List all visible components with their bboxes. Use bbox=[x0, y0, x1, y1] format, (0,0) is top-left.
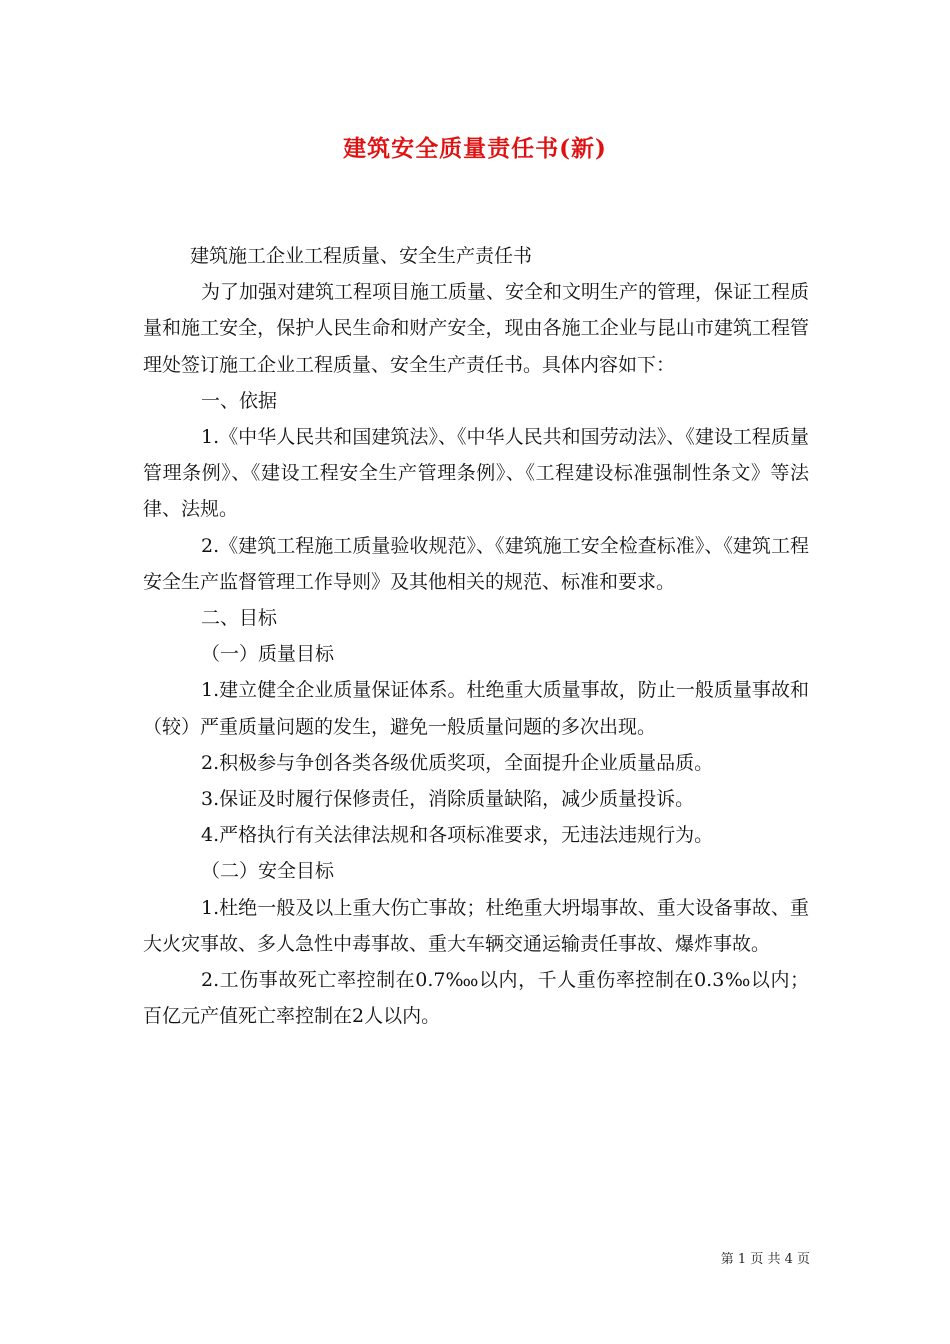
paragraph-safety-2: 2.工伤事故死亡率控制在0.7‱以内，千人重伤率控制在0.3‰以内；百亿元产值死亡率控制在2人以内。 bbox=[143, 969, 809, 1028]
paragraph-quality-4: 4.严格执行有关法律法规和各项标准要求，无违法违规行为。 bbox=[201, 824, 714, 847]
paragraph-safety-1: 1.杜绝一般及以上重大伤亡事故；杜绝重大坍塌事故、重大设备事故、重大火灾事故、多人急性中毒事故、重大车辆交通运输责任事故、爆炸事故。 bbox=[143, 896, 809, 955]
paragraph-intro: 为了加强对建筑工程项目施工质量、安全和文明生产的管理，保证工程质量和施工安全，保护人民生命和财产安全，现由各施工企业与昆山市建筑工程管理处签订施工企业工程质量、安全生产责任书。具体内容如下： bbox=[143, 281, 810, 376]
document-body bbox=[143, 238, 809, 1034]
paragraph-basis-2: 2.《建筑工程施工质量验收规范》、《建筑施工安全检查标准》、《建筑工程安全生产监督管理工作导则》及其他相关的规范、标准和要求。 bbox=[143, 534, 809, 593]
section-heading-basis: 一、依据 bbox=[201, 389, 278, 412]
paragraph-quality-1: 1.建立健全企业质量保证体系。杜绝重大质量事故，防止一般质量事故和（较）严重质量问题的发生，避免一般质量问题的多次出现。 bbox=[143, 679, 809, 738]
page-number: 第 1 页 共 4 页 bbox=[720, 1252, 810, 1267]
paragraph-quality-2: 2.积极参与争创各类各级优质奖项，全面提升企业质量品质。 bbox=[201, 751, 714, 774]
subsection-heading-quality: （一）质量目标 bbox=[201, 643, 335, 666]
document-title: 建筑安全质量责任书(新) bbox=[343, 135, 607, 162]
paragraph-quality-3: 3.保证及时履行保修责任，消除质量缺陷，减少质量投诉。 bbox=[201, 788, 695, 811]
paragraph-basis-1: 1.《中华人民共和国建筑法》、《中华人民共和国劳动法》、《建设工程质量管理条例》、《建设工程安全生产管理条例》、《工程建设标准强制性条文》等法律、法规。 bbox=[143, 426, 809, 521]
section-heading-goals: 二、目标 bbox=[201, 607, 278, 630]
paragraph-subtitle: 建筑施工企业工程质量、安全生产责任书 bbox=[190, 245, 533, 267]
subsection-heading-safety: （二）安全目标 bbox=[201, 860, 335, 883]
